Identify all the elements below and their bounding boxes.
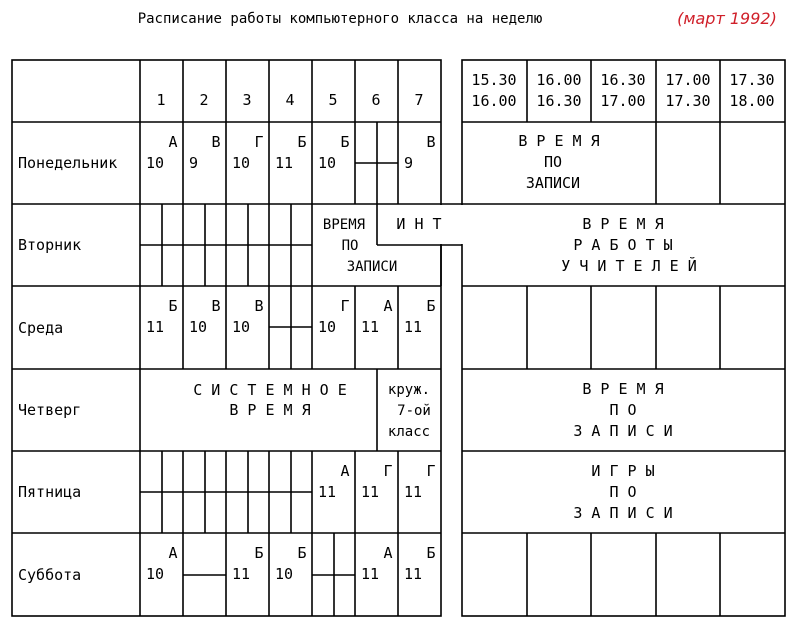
block-line: У Ч И Т Е Л Е Й bbox=[561, 257, 697, 275]
block-line: ПО bbox=[543, 153, 563, 171]
block-line: П О bbox=[609, 483, 637, 501]
thursday-evening-block bbox=[573, 380, 672, 440]
slot-end: 17.30 bbox=[665, 92, 711, 110]
slot-end: 16.30 bbox=[536, 92, 582, 110]
class-letter: В bbox=[211, 133, 221, 151]
period-number: 3 bbox=[242, 91, 252, 109]
block-line: З А П И С И bbox=[573, 504, 673, 522]
block-line: 7-ой bbox=[397, 403, 431, 419]
class-letter: А bbox=[340, 462, 350, 480]
date-note: (март 1992) bbox=[677, 9, 777, 28]
block-line: Р А Б О Т Ы bbox=[573, 236, 673, 254]
class-grade: 11 bbox=[318, 483, 337, 501]
class-grade: 11 bbox=[361, 483, 380, 501]
class-grade: 11 bbox=[146, 318, 165, 336]
day-label-monday: Понедельник bbox=[18, 154, 118, 172]
class-letter: Г bbox=[383, 462, 393, 480]
class-letter: А bbox=[168, 544, 178, 562]
slot-end: 17.00 bbox=[600, 92, 646, 110]
block-line: ВРЕМЯ bbox=[322, 217, 366, 233]
right-table-grid bbox=[462, 60, 785, 616]
monday-evening-block bbox=[518, 132, 599, 192]
block-line: П О bbox=[609, 401, 637, 419]
class-grade: 10 bbox=[275, 565, 294, 583]
page-title: Расписание работы компьютерного класса на неделю bbox=[137, 11, 543, 27]
block-line: ПО bbox=[341, 238, 359, 254]
tuesday-bridge bbox=[440, 205, 463, 244]
class-grade: 11 bbox=[404, 318, 423, 336]
block-line: З А П И С И bbox=[573, 422, 673, 440]
block-line: В Р Е М Я bbox=[229, 401, 311, 419]
friday-evening-block bbox=[573, 462, 672, 522]
period-number: 5 bbox=[328, 91, 338, 109]
class-grade: 10 bbox=[146, 565, 165, 583]
slot-start: 16.30 bbox=[600, 71, 646, 89]
class-letter: В bbox=[426, 133, 436, 151]
class-grade: 10 bbox=[232, 318, 251, 336]
slot-start: 15.30 bbox=[471, 71, 517, 89]
class-letter: Б bbox=[426, 544, 436, 562]
class-letter: В bbox=[211, 297, 221, 315]
tuesday-record-block bbox=[323, 217, 397, 275]
thursday-system-block bbox=[193, 381, 347, 419]
class-grade: 11 bbox=[361, 565, 380, 583]
class-grade: 10 bbox=[189, 318, 208, 336]
class-grade: 10 bbox=[318, 154, 337, 172]
class-letter: Б bbox=[297, 133, 307, 151]
class-grade: 11 bbox=[361, 318, 380, 336]
class-letter: Б bbox=[426, 297, 436, 315]
class-grade: 10 bbox=[232, 154, 251, 172]
class-letter: Г bbox=[426, 462, 436, 480]
period-number: 2 bbox=[199, 91, 209, 109]
block-line: класс bbox=[387, 424, 431, 440]
class-grade: 10 bbox=[146, 154, 165, 172]
left-table-grid bbox=[12, 60, 441, 616]
day-label-friday: Пятница bbox=[18, 483, 82, 501]
period-header bbox=[156, 91, 423, 109]
class-letter: Б bbox=[340, 133, 350, 151]
class-grade: 11 bbox=[232, 565, 251, 583]
class-grade: 10 bbox=[318, 318, 337, 336]
block-line: В Р Е М Я bbox=[518, 132, 600, 150]
day-label-wednesday: Среда bbox=[18, 319, 64, 337]
block-line: круж. bbox=[387, 382, 431, 398]
class-letter: Б bbox=[297, 544, 307, 562]
class-letter: В bbox=[254, 297, 264, 315]
slot-end: 16.00 bbox=[471, 92, 517, 110]
slot-start: 17.00 bbox=[665, 71, 711, 89]
slot-start: 16.00 bbox=[536, 71, 582, 89]
class-grade: 9 bbox=[189, 154, 199, 172]
block-line: И Г Р Ы bbox=[591, 462, 655, 480]
block-line: С И С Т Е М Н О Е bbox=[193, 381, 347, 399]
class-letter: Г bbox=[340, 297, 350, 315]
day-label-thursday: Четверг bbox=[18, 401, 82, 419]
evening-slot-header bbox=[471, 71, 774, 110]
class-letter: А bbox=[383, 297, 393, 315]
class-grade: 9 bbox=[404, 154, 414, 172]
period-number: 4 bbox=[285, 91, 295, 109]
block-line: В Р Е М Я bbox=[582, 215, 664, 233]
class-letter: Б bbox=[254, 544, 264, 562]
block-line: ЗАПИСИ bbox=[346, 259, 398, 275]
class-letter: А bbox=[383, 544, 393, 562]
slot-start: 17.30 bbox=[729, 71, 775, 89]
block-line: В Р Е М Я bbox=[582, 380, 664, 398]
slot-end: 18.00 bbox=[729, 92, 775, 110]
day-label-saturday: Суббота bbox=[18, 566, 82, 584]
period-number: 7 bbox=[414, 91, 424, 109]
period-number: 6 bbox=[371, 91, 381, 109]
tuesday-evening-block bbox=[561, 215, 696, 275]
class-letter: Б bbox=[168, 297, 178, 315]
class-grade: 11 bbox=[404, 483, 423, 501]
block-line: ЗАПИСИ bbox=[525, 174, 581, 192]
class-grade: 11 bbox=[275, 154, 294, 172]
day-label-tuesday: Вторник bbox=[18, 236, 82, 254]
tuesday-int-label: И Н Т bbox=[396, 215, 442, 233]
class-grade: 11 bbox=[404, 565, 423, 583]
thursday-club-block bbox=[388, 382, 431, 440]
class-letter: А bbox=[168, 133, 178, 151]
class-letter: Г bbox=[254, 133, 264, 151]
period-number: 1 bbox=[156, 91, 166, 109]
